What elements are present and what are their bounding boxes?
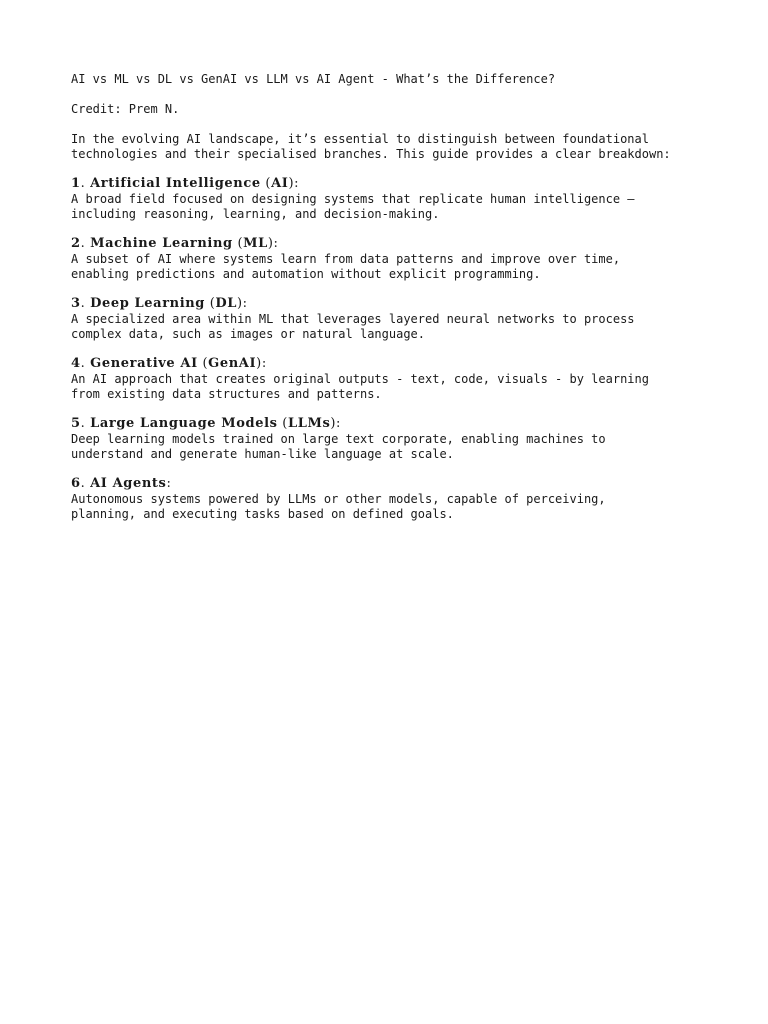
section-abbr: GenAI xyxy=(208,356,257,371)
section-dl xyxy=(71,296,731,342)
section-number: 2 xyxy=(71,236,81,251)
section-heading: 1. Artificial Intelligence (AI): xyxy=(71,176,300,191)
section-heading: 6. AI Agents: xyxy=(71,476,172,491)
section-abbr: AI xyxy=(271,176,289,191)
section-body: A broad field focused on designing systems that replicate human intelligence — including reasoning, learning, and decision-making. xyxy=(71,192,635,221)
section-name: Machine Learning xyxy=(90,236,233,251)
section-genai xyxy=(71,356,731,402)
section-ml xyxy=(71,236,731,282)
section-number: 3 xyxy=(71,296,81,311)
section-number: 5 xyxy=(71,416,81,431)
section-name: Generative AI xyxy=(90,356,198,371)
section-body: An AI approach that creates original outputs - text, code, visuals - by learning from existing data structures and patterns. xyxy=(71,372,649,401)
credit-line: Credit: Prem N. xyxy=(71,102,180,116)
section-ai-agents xyxy=(71,476,731,522)
intro-paragraph: In the evolving AI landscape, it’s essential to distinguish between foundational technologies and their specialised branches. This guide provides a clear breakdown: xyxy=(71,132,671,161)
section-llms xyxy=(71,416,731,462)
document-title: AI vs ML vs DL vs GenAI vs LLM vs AI Agent - What’s the Difference? xyxy=(71,72,556,86)
section-body: A specialized area within ML that leverages layered neural networks to process complex data, such as images or natural language. xyxy=(71,312,635,341)
section-name: Artificial Intelligence xyxy=(90,176,261,191)
section-number: 1 xyxy=(71,176,81,191)
section-number: 4 xyxy=(71,356,81,371)
section-name: AI Agents xyxy=(90,476,167,491)
section-abbr: ML xyxy=(243,236,268,251)
section-body: Autonomous systems powered by LLMs or other models, capable of perceiving, planning, and executing tasks based on defined goals. xyxy=(71,492,606,521)
section-abbr: LLMs xyxy=(287,416,331,431)
section-abbr: DL xyxy=(215,296,238,311)
section-name: Deep Learning xyxy=(90,296,205,311)
section-heading: 5. Large Language Models (LLMs): xyxy=(71,416,342,431)
section-body: A subset of AI where systems learn from data patterns and improve over time, enabling predictions and automation without explicit programming. xyxy=(71,252,621,281)
section-body: Deep learning models trained on large text corporate, enabling machines to understand and generate human-like language at scale. xyxy=(71,432,606,461)
section-heading: 4. Generative AI (GenAI): xyxy=(71,356,267,371)
section-heading: 3. Deep Learning (DL): xyxy=(71,296,248,311)
section-heading: 2. Machine Learning (ML): xyxy=(71,236,279,251)
section-number: 6 xyxy=(71,476,81,491)
document-page xyxy=(71,72,731,536)
section-ai xyxy=(71,176,731,222)
section-name: Large Language Models xyxy=(90,416,278,431)
